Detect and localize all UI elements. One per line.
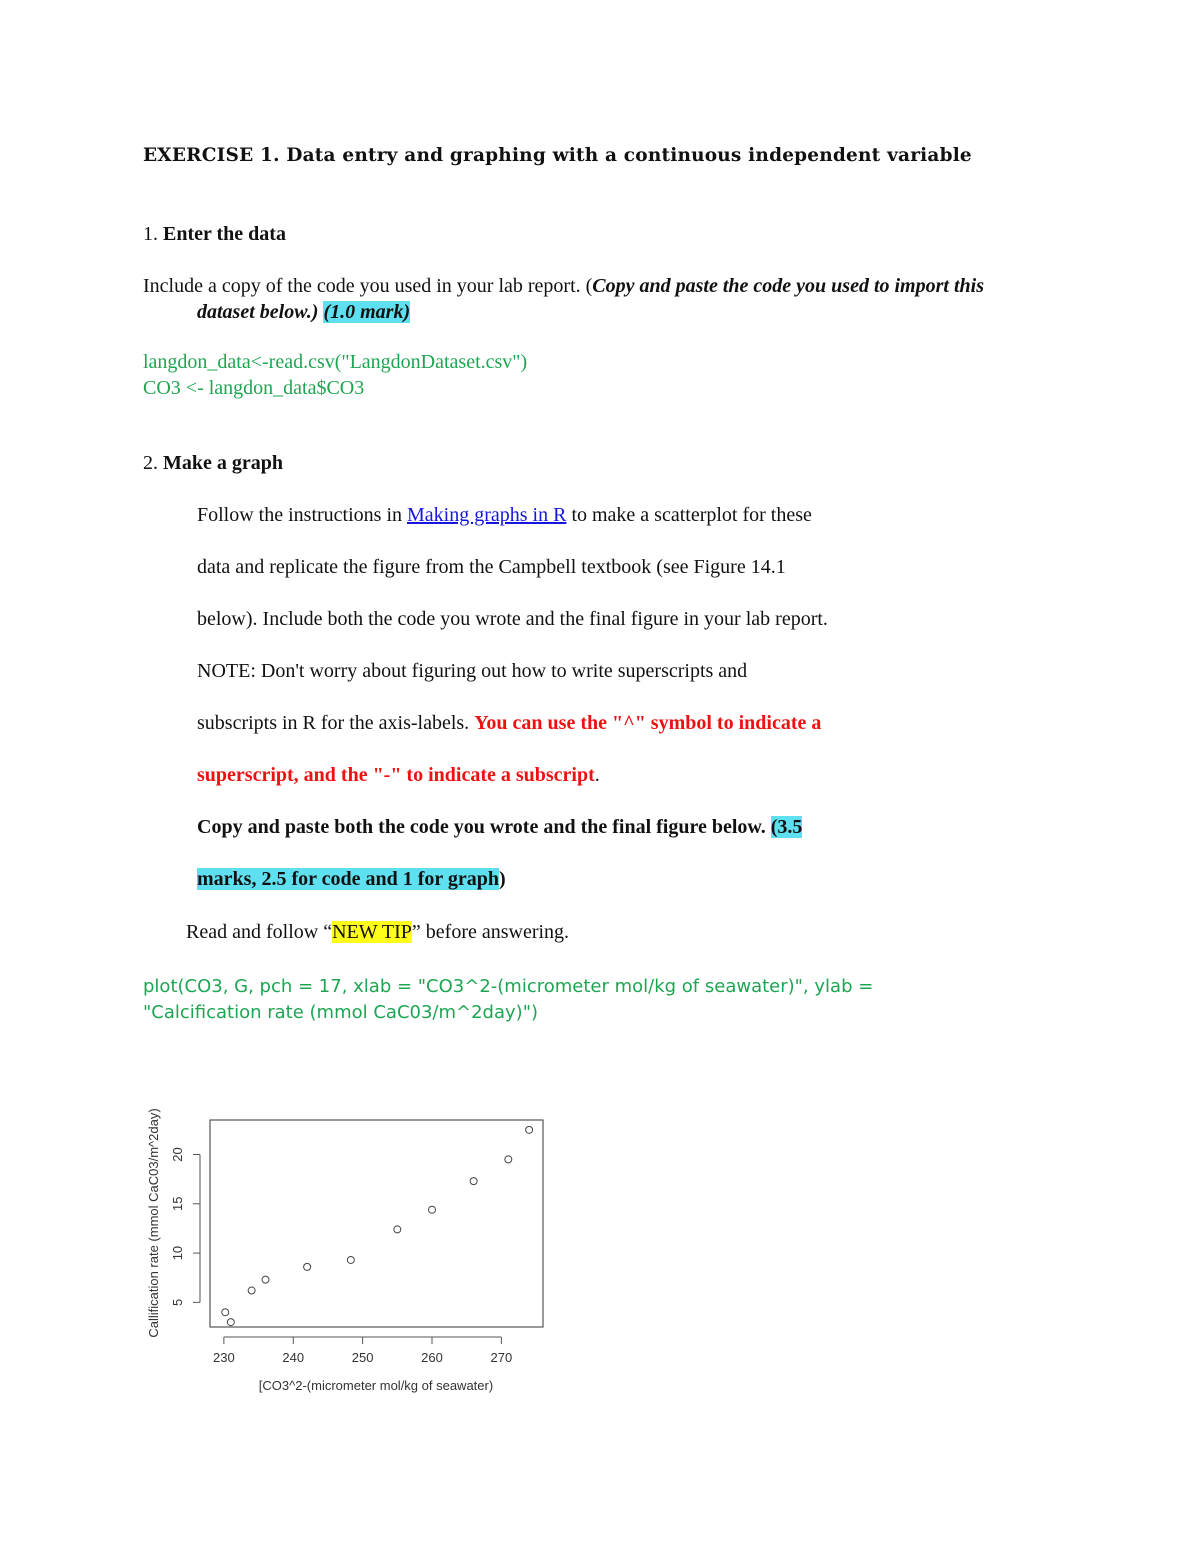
copy-instruction-text: Copy and paste both the code you wrote and the final figure below. bbox=[197, 816, 771, 838]
step-2-note-end bbox=[197, 762, 600, 788]
step-2-mark-cont bbox=[197, 866, 506, 892]
answer-code-line-2: "Calcification rate (mmol CaC03/m^2day)") bbox=[143, 1002, 538, 1023]
step-2-mark: (3.5 bbox=[770, 816, 803, 838]
p1-text-after: to make a scatterplot for these bbox=[566, 504, 812, 526]
step-2-paragraph-1 bbox=[197, 502, 812, 528]
x-tick-label: 240 bbox=[282, 1350, 305, 1365]
step-2-paragraph-2: data and replicate the figure from the Campbell textbook (see Figure 14.1 bbox=[197, 556, 786, 578]
data-point bbox=[526, 1126, 533, 1133]
data-point bbox=[470, 1178, 477, 1185]
tip-line bbox=[186, 919, 569, 945]
new-tip-highlight: NEW TIP bbox=[332, 921, 412, 943]
data-point bbox=[248, 1287, 255, 1294]
step-1-instruction-emphasis-2: dataset below.) bbox=[197, 301, 324, 323]
data-point bbox=[394, 1226, 401, 1233]
step-2-paragraph-3: below). Include both the code you wrote and the final figure in your lab report. bbox=[197, 608, 828, 630]
y-tick-label: 10 bbox=[170, 1245, 185, 1261]
step-2-note-cont bbox=[197, 710, 821, 736]
p1-text: Follow the instructions in bbox=[197, 504, 407, 526]
step-1-instruction-cont bbox=[197, 299, 410, 325]
y-axis bbox=[170, 1147, 200, 1306]
tip-text: Read and follow “ bbox=[186, 921, 333, 943]
data-point bbox=[505, 1156, 512, 1163]
x-tick-label: 250 bbox=[351, 1350, 374, 1365]
note-red-text: You can use the "^" symbol to indicate a bbox=[474, 712, 822, 734]
scatter-plot bbox=[140, 1095, 560, 1405]
data-point bbox=[429, 1206, 436, 1213]
step-1-instruction bbox=[143, 273, 984, 299]
step-1-instruction-text: Include a copy of the code you used in your lab report. ( bbox=[143, 275, 593, 297]
step-2-number: 2. bbox=[143, 452, 158, 474]
answer-code-line-1: plot(CO3, G, pch = 17, xlab = "CO3^2-(micrometer mol/kg of seawater)", ylab = bbox=[143, 976, 874, 997]
step-2-mark-close: ) bbox=[499, 868, 506, 890]
code-line-1: langdon_data<-read.csv("LangdonDataset.csv") bbox=[143, 351, 528, 373]
data-points bbox=[222, 1126, 533, 1325]
note-period: . bbox=[594, 764, 600, 786]
y-tick-label: 5 bbox=[170, 1298, 185, 1306]
x-tick-label: 260 bbox=[421, 1350, 443, 1365]
step-1-title: Enter the data bbox=[163, 223, 286, 245]
code-line-2: CO3 <- langdon_data$CO3 bbox=[143, 377, 365, 399]
step-1-instruction-emphasis: Copy and paste the code you used to import this bbox=[592, 275, 984, 297]
step-1-mark: (1.0 mark) bbox=[323, 301, 411, 323]
y-tick-label: 20 bbox=[170, 1147, 185, 1162]
making-graphs-link[interactable]: Making graphs in R bbox=[407, 504, 567, 526]
step-2-copy-instruction bbox=[197, 814, 802, 840]
step-2-heading bbox=[143, 450, 283, 476]
step-1-heading bbox=[143, 221, 286, 247]
x-axis-label: [CO3^2-(micrometer mol/kg of seawater) bbox=[258, 1378, 494, 1393]
data-point bbox=[262, 1276, 269, 1283]
tip-text-after: ” before answering. bbox=[411, 921, 570, 943]
step-2-note: NOTE: Don't worry about figuring out how to write superscripts and bbox=[197, 660, 748, 682]
data-point bbox=[227, 1319, 234, 1326]
data-point bbox=[222, 1309, 229, 1316]
exercise-heading: EXERCISE 1. Data entry and graphing with a continuous independent variable bbox=[143, 145, 972, 166]
data-point bbox=[304, 1263, 311, 1270]
plot-frame bbox=[210, 1120, 543, 1327]
step-2-mark-detail: marks, 2.5 for code and 1 for graph bbox=[197, 868, 500, 890]
data-point bbox=[347, 1256, 354, 1263]
x-tick-label: 230 bbox=[213, 1350, 235, 1365]
note-text: subscripts in R for the axis-labels. bbox=[197, 712, 475, 734]
x-tick-label: 270 bbox=[490, 1350, 513, 1365]
y-tick-label: 15 bbox=[170, 1196, 185, 1212]
step-1-number: 1. bbox=[143, 223, 158, 245]
note-red-text-2: superscript, and the "-" to indicate a subscript bbox=[197, 764, 595, 786]
step-2-title: Make a graph bbox=[163, 452, 283, 474]
y-axis-label: Callification rate (mmol CaC03/m^2day) bbox=[146, 1108, 161, 1338]
x-axis bbox=[213, 1337, 512, 1365]
